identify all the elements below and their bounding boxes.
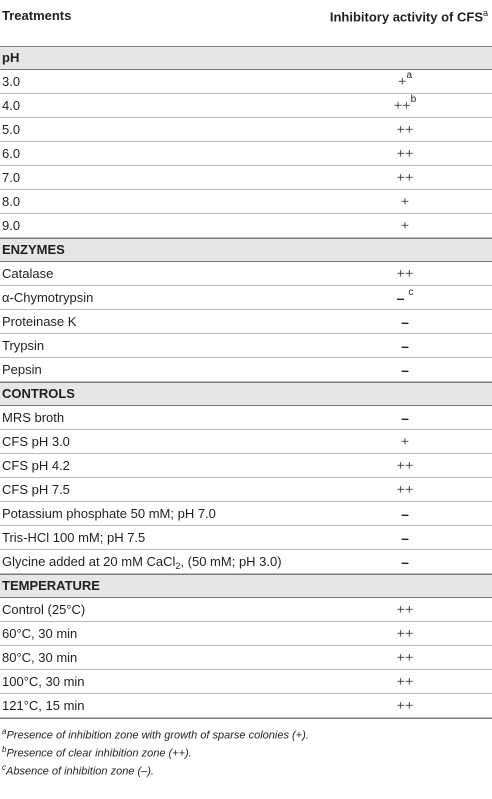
activity-value [350, 550, 460, 574]
treatment-label [2, 286, 93, 310]
section-header-temperature [0, 574, 492, 598]
section-header-controls [0, 382, 492, 406]
footnote [2, 745, 192, 760]
table-bottom-rule [0, 718, 492, 719]
activity-symbol: ++ [396, 650, 414, 666]
activity-symbol: – [401, 506, 409, 522]
table-row [0, 142, 492, 166]
footnote [2, 727, 309, 742]
treatment-label [2, 598, 85, 622]
activity-value [350, 214, 460, 238]
activity-value [350, 478, 460, 502]
footnote-marker: c [2, 763, 6, 772]
activity-value [350, 286, 460, 310]
activity-value [350, 502, 460, 526]
table-row [0, 190, 492, 214]
activity-value [350, 262, 460, 286]
activity-symbol: – [401, 410, 409, 426]
activity-value [350, 310, 460, 334]
table-row [0, 70, 492, 94]
activity-value [350, 142, 460, 166]
treatment-label [2, 118, 20, 142]
table-row [0, 310, 492, 334]
activity-symbol: – [401, 554, 409, 570]
activity-value [350, 70, 460, 94]
treatment-label [2, 670, 85, 694]
treatment-text: Glycine added at 20 mM CaCl [2, 554, 176, 569]
activity-symbol: – [401, 362, 409, 378]
treatment-subscript: 2 [175, 561, 181, 571]
activity-value [350, 166, 460, 190]
activity-value [350, 646, 460, 670]
treatment-text: Potassium phosphate 50 mM; pH 7.0 [2, 506, 216, 521]
table-body [0, 46, 492, 719]
treatment-label [2, 406, 64, 430]
treatment-text: Trypsin [2, 338, 45, 353]
table-row [0, 502, 492, 526]
table-row [0, 622, 492, 646]
activity-symbol: ++ [396, 482, 414, 498]
table-row [0, 406, 492, 430]
activity-value [350, 454, 460, 478]
treatment-label [2, 190, 20, 214]
header-gap [0, 36, 492, 46]
activity-value [350, 622, 460, 646]
table-row [0, 286, 492, 310]
treatment-label [2, 622, 77, 646]
treatment-label [2, 502, 216, 526]
activity-value [350, 694, 460, 718]
activity-value [350, 406, 460, 430]
treatment-text: CFS pH 7.5 [2, 482, 70, 497]
activity-footnote-marker: b [410, 94, 417, 105]
table-row [0, 454, 492, 478]
table-row [0, 598, 492, 622]
activity-symbol: ++ [396, 146, 414, 162]
footnote-marker: a [2, 727, 7, 736]
treatment-label [2, 94, 20, 118]
table-row [0, 118, 492, 142]
section-title: TEMPERATURE [2, 578, 100, 593]
section-header-ph [0, 46, 492, 70]
treatment-label [2, 646, 77, 670]
row-divider [0, 717, 492, 718]
activity-value [350, 190, 460, 214]
treatment-text: Control (25°C) [2, 602, 86, 617]
activity-value [350, 430, 460, 454]
treatment-label [2, 142, 20, 166]
section-header-enzymes [0, 238, 492, 262]
activity-symbol: ++ [396, 602, 414, 618]
activity-symbol: – [401, 314, 409, 330]
footnote-text: Presence of inhibition zone with growth of sparse colonies (+). [6, 729, 309, 742]
treatment-text: α-Chymotrypsin [2, 290, 94, 305]
treatment-text: 80°C, 30 min [2, 650, 78, 665]
table-row [0, 262, 492, 286]
footnote-text: Presence of clear inhibition zone (++). [6, 747, 192, 760]
treatment-text-after: , (50 mM; pH 3.0) [180, 554, 282, 569]
header-footnote-marker: a [482, 8, 488, 18]
activity-footnote-marker: c [408, 287, 414, 299]
activity-symbol: ++ [396, 266, 414, 282]
table-row [0, 526, 492, 550]
activity-symbol: ++ [396, 626, 414, 642]
header-inhibitory-activity [330, 8, 488, 24]
treatment-label [2, 526, 145, 550]
activity-value [350, 118, 460, 142]
activity-value [350, 598, 460, 622]
treatment-text: Tris-HCl 100 mM; pH 7.5 [2, 530, 146, 545]
treatment-text: CFS pH 4.2 [2, 458, 70, 473]
table-row [0, 430, 492, 454]
treatment-label [2, 454, 70, 478]
table-header [0, 0, 492, 36]
activity-symbol: + [397, 74, 407, 90]
treatment-text: 3.0 [2, 74, 21, 89]
treatment-label [2, 310, 76, 334]
activity-symbol: – [396, 290, 405, 306]
activity-symbol: ++ [396, 458, 414, 474]
activity-value [350, 94, 460, 118]
treatment-label [2, 694, 85, 718]
treatment-text: Pepsin [2, 362, 42, 377]
footnote [2, 763, 154, 778]
treatment-text: 4.0 [2, 98, 21, 113]
header-treatments: Treatments [2, 8, 72, 23]
activity-value [350, 334, 460, 358]
table-row [0, 94, 492, 118]
treatment-text: 9.0 [2, 218, 21, 233]
table-row [0, 166, 492, 190]
activity-value [350, 358, 460, 382]
treatment-text: MRS broth [2, 410, 65, 425]
treatment-label [2, 550, 282, 574]
table-row [0, 670, 492, 694]
header-inhibitory-activity-text: Inhibitory activity of CFS [329, 9, 483, 25]
activity-symbol: ++ [396, 674, 414, 690]
treatment-text: 100°C, 30 min [2, 674, 85, 689]
footnote-marker: b [2, 745, 7, 754]
treatment-label [2, 70, 20, 94]
section-title: CONTROLS [2, 386, 75, 401]
treatment-text: Proteinase K [2, 314, 77, 329]
table-row [0, 334, 492, 358]
activity-symbol: + [400, 194, 410, 210]
table-row [0, 694, 492, 718]
activity-value [350, 670, 460, 694]
treatment-text: 5.0 [2, 122, 21, 137]
table-row [0, 214, 492, 238]
table-row [0, 646, 492, 670]
treatment-text: Catalase [2, 266, 54, 281]
activity-value [350, 526, 460, 550]
activity-footnote-marker: a [406, 70, 413, 81]
activity-symbol: ++ [396, 170, 414, 186]
activity-symbol: ++ [396, 698, 414, 714]
section-title: pH [2, 50, 20, 65]
treatment-text: 121°C, 15 min [2, 698, 85, 713]
activity-symbol: ++ [393, 98, 411, 114]
treatment-text: CFS pH 3.0 [2, 434, 70, 449]
treatment-label [2, 478, 70, 502]
treatment-label [2, 430, 70, 454]
activity-symbol: + [400, 218, 410, 234]
treatment-text: 8.0 [2, 194, 21, 209]
treatment-text: 6.0 [2, 146, 21, 161]
treatment-label [2, 334, 44, 358]
treatment-label [2, 262, 53, 286]
activity-symbol: ++ [396, 122, 414, 138]
treatment-label [2, 166, 20, 190]
table-row [0, 478, 492, 502]
treatment-text: 60°C, 30 min [2, 626, 78, 641]
section-title: ENZYMES [2, 242, 65, 257]
treatment-label [2, 358, 42, 382]
footnote-text: Absence of inhibition zone (–). [6, 765, 154, 778]
activity-symbol: + [400, 434, 410, 450]
activity-symbol: – [401, 338, 409, 354]
treatment-text: 7.0 [2, 170, 21, 185]
treatment-label [2, 214, 20, 238]
table-row [0, 358, 492, 382]
table-row [0, 550, 492, 574]
activity-symbol: – [401, 530, 409, 546]
